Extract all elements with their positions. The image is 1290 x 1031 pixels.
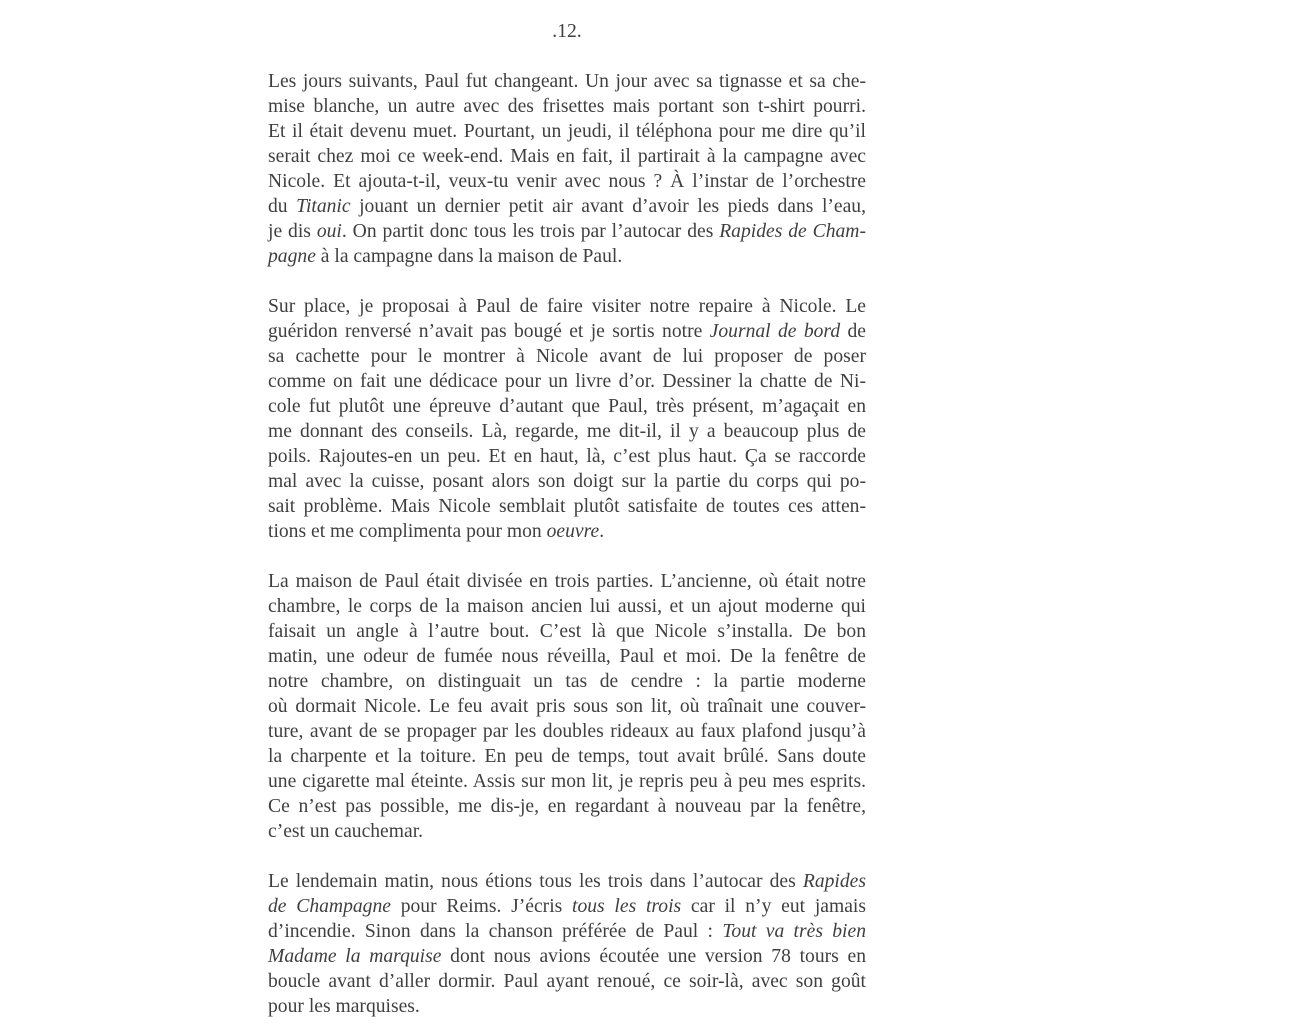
text-run: comme on fait une dédicace pour un livre d’or. Dessiner la chatte de Ni- — [268, 371, 866, 392]
text-line — [268, 569, 866, 594]
text-run: Le lendemain matin, nous étions tous les trois dans l’autocar des — [268, 871, 803, 892]
text-line — [268, 394, 866, 419]
text-run: d’incendie. Sinon dans la chanson préférée de Paul : — [268, 921, 723, 942]
text-line — [268, 419, 866, 444]
text-line — [268, 994, 866, 1019]
text-line — [268, 69, 866, 94]
text-line — [268, 144, 866, 169]
text-run: pour les marquises. — [268, 996, 420, 1017]
text-run: cole fut plutôt une épreuve d’autant que Paul, très présent, m’agaçait en — [268, 396, 866, 417]
text-run: une cigarette mal éteinte. Assis sur mon lit, je repris peu à peu mes esprits. — [268, 771, 866, 792]
text-run: de — [840, 321, 866, 342]
italic-text-run: Madame la marquise — [268, 946, 442, 967]
text-run: pour Reims. J’écris — [390, 896, 573, 917]
page-number: .12. — [552, 21, 582, 42]
text-line — [268, 969, 866, 994]
text-run: guéridon renversé n’avait pas bougé et je sortis notre — [268, 321, 710, 342]
text-line — [268, 444, 866, 469]
text-line — [268, 719, 866, 744]
text-run: . On partit donc tous les trois par l’autocar des — [341, 221, 720, 242]
italic-text-run: oui — [316, 221, 342, 242]
italic-text-run: tous les trois — [572, 896, 682, 917]
text-line — [268, 869, 866, 894]
text-line — [268, 819, 866, 844]
text-line — [268, 769, 866, 794]
text-line — [268, 894, 866, 919]
italic-text-run: Tout va très bien — [722, 921, 866, 942]
text-run: chambre, le corps de la maison ancien lui aussi, et un ajout moderne qui — [268, 596, 866, 617]
text-run: poils. Rajoutes-en un peu. Et en haut, là, c’est plus haut. Ça se raccorde — [268, 446, 866, 467]
text-line — [268, 169, 866, 194]
text-line — [268, 794, 866, 819]
text-line — [268, 919, 866, 944]
paragraph-4 — [268, 869, 866, 1019]
text-run: la charpente et la toiture. En peu de temps, tout avait brûlé. Sans doute — [268, 746, 866, 767]
text-run: sait problème. Mais Nicole semblait plutôt satisfaite de toutes ces atten- — [268, 496, 866, 517]
text-run: sa cachette pour le montrer à Nicole avant de lui proposer de poser — [268, 346, 866, 367]
text-run: Ce n’est pas possible, me dis-je, en regardant à nouveau par la fenêtre, — [268, 796, 866, 817]
text-line — [268, 94, 866, 119]
italic-text-run: Rapides de Cham- — [719, 221, 866, 242]
text-line — [268, 219, 866, 244]
paragraph-3 — [268, 569, 866, 844]
text-line — [268, 644, 866, 669]
text-line — [268, 194, 866, 219]
text-run: ture, avant de se propager par les doubles rideaux au faux plafond jusqu’à — [268, 721, 866, 742]
text-run: matin, une odeur de fumée nous réveilla, Paul et moi. De la fenêtre de — [268, 646, 866, 667]
text-run: tions et me complimenta pour mon — [268, 521, 547, 542]
paragraph-2 — [268, 294, 866, 544]
text-run: me donnant des conseils. Là, regarde, me dit-il, il y a beaucoup plus de — [268, 421, 866, 442]
text-line — [268, 469, 866, 494]
text-line — [268, 594, 866, 619]
text-line — [268, 294, 866, 319]
text-line — [268, 244, 866, 269]
text-line — [268, 494, 866, 519]
text-line — [268, 119, 866, 144]
text-run: mal avec la cuisse, posant alors son doigt sur la partie du corps qui po- — [268, 471, 866, 492]
text-run: faisait un angle à l’autre bout. C’est là que Nicole s’installa. De bon — [268, 621, 866, 642]
text-line — [268, 619, 866, 644]
italic-text-run: de Champagne — [268, 896, 391, 917]
text-line — [268, 344, 866, 369]
text-line — [268, 369, 866, 394]
text-run: Et il était devenu muet. Pourtant, un jeudi, il téléphona pour me dire qu’il — [268, 121, 866, 142]
text-run: . — [599, 521, 605, 542]
italic-text-run: Titanic — [296, 196, 351, 217]
text-line — [268, 519, 866, 544]
text-run: notre chambre, on distinguait un tas de cendre : la partie moderne — [268, 671, 866, 692]
text-line — [268, 669, 866, 694]
text-run: je dis — [268, 221, 317, 242]
text-run: où dormait Nicole. Le feu avait pris sous son lit, où traînait une couver- — [268, 696, 866, 717]
text-line — [268, 694, 866, 719]
text-run: serait chez moi ce week-end. Mais en fait, il partirait à la campagne avec — [268, 146, 866, 167]
italic-text-run: oeuvre — [546, 521, 600, 542]
italic-text-run: pagne — [268, 246, 316, 267]
text-run: jouant un dernier petit air avant d’avoir les pieds dans l’eau, — [350, 196, 866, 217]
italic-text-run: Journal de bord — [709, 321, 841, 342]
paragraph-1 — [268, 69, 866, 269]
text-run: du — [268, 196, 297, 217]
text-run: Les jours suivants, Paul fut changeant. Un jour avec sa tignasse et sa che- — [268, 71, 866, 92]
text-run: La maison de Paul était divisée en trois parties. L’ancienne, où était notre — [268, 571, 866, 592]
text-line — [268, 744, 866, 769]
text-line — [268, 944, 866, 969]
text-run: mise blanche, un autre avec des frisettes mais portant son t-shirt pourri. — [268, 96, 866, 117]
text-run: Sur place, je proposai à Paul de faire visiter notre repaire à Nicole. Le — [268, 296, 866, 317]
text-run: dont nous avions écoutée une version 78 tours en — [441, 946, 866, 967]
text-run: Nicole. Et ajouta-t-il, veux-tu venir avec nous ? À l’instar de l’orchestre — [268, 171, 866, 192]
text-run: c’est un cauchemar. — [268, 821, 424, 842]
text-line — [268, 319, 866, 344]
text-run: à la campagne dans la maison de Paul. — [315, 246, 623, 267]
text-run: boucle avant d’aller dormir. Paul ayant renoué, ce soir-là, avec son goût — [268, 971, 866, 992]
italic-text-run: Rapides — [802, 871, 866, 892]
text-run: car il n’y eut jamais — [681, 896, 866, 917]
